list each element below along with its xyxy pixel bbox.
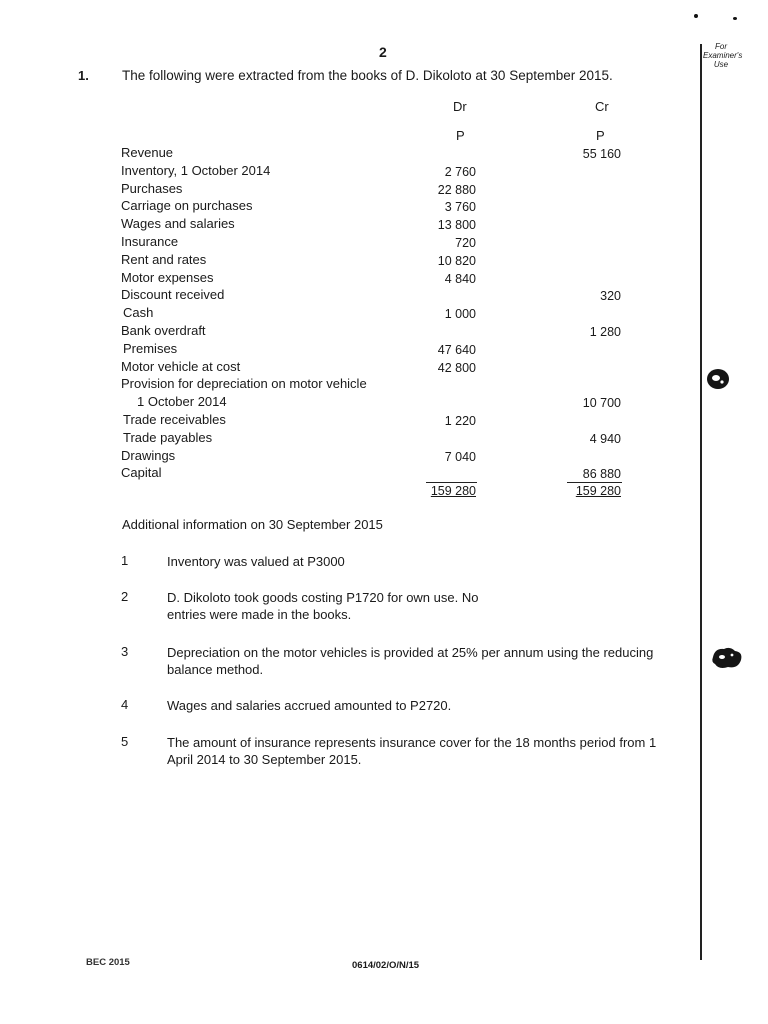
dr-amount: 7 040: [444, 450, 476, 464]
account-label: Premises: [123, 341, 178, 356]
dr-amount: 4 840: [444, 272, 476, 286]
note-text: D. Dikoloto took goods costing P1720 for own use. No entries were made in the books.: [167, 590, 479, 622]
note-number: 4: [121, 697, 129, 712]
account-label: Rent and rates: [121, 252, 207, 267]
note-text: The amount of insurance represents insurance cover for the 18 months period from 1 April 2014 to 30 September 2015.: [167, 735, 657, 767]
account-label: Trade receivables: [123, 412, 226, 427]
account-label: Motor expenses: [121, 270, 214, 285]
account-label: Capital: [121, 465, 162, 480]
note-text: Inventory was valued at P3000: [167, 554, 345, 569]
examiner-margin-line: [700, 44, 702, 960]
account-label: Wages and salaries: [121, 216, 235, 231]
cr-amount: 86 880: [582, 467, 621, 481]
page-number: 2: [379, 44, 387, 60]
footer-copyright: BEC 2015: [86, 957, 130, 968]
margin-blot-icon: [710, 645, 744, 671]
dr-amount: 2 760: [444, 165, 476, 179]
account-label: Purchases: [121, 181, 183, 196]
dr-amount: 42 800: [437, 361, 476, 375]
cr-unit-label: P: [596, 128, 605, 143]
dr-amount: 1 000: [444, 307, 476, 321]
additional-info-title: Additional information on 30 September 2015: [122, 517, 383, 532]
account-label: Discount received: [121, 287, 225, 302]
account-label: Cash: [123, 305, 154, 320]
account-label: Motor vehicle at cost: [121, 359, 241, 374]
margin-mark: [694, 14, 698, 18]
dr-total-rule: [426, 482, 477, 483]
note-number: 1: [121, 553, 129, 568]
account-label: Drawings: [121, 448, 176, 463]
dr-amount: 1 220: [444, 414, 476, 428]
cr-column-header: Cr: [595, 99, 609, 114]
note-text: Depreciation on the motor vehicles is provided at 25% per annum using the reducing balance method.: [167, 645, 654, 677]
note-text: Wages and salaries accrued amounted to P2720.: [167, 698, 452, 713]
account-label: Bank overdraft: [121, 323, 206, 338]
cr-amount: 10 700: [582, 396, 621, 410]
note-number: 3: [121, 644, 129, 659]
cr-amount: 320: [600, 289, 621, 303]
dr-column-header: Dr: [453, 99, 467, 114]
dr-amount: 720: [455, 236, 476, 250]
margin-mark: [733, 17, 737, 20]
dr-amount: 47 640: [437, 343, 476, 357]
account-label: Inventory, 1 October 2014: [121, 163, 271, 178]
account-label: Revenue: [121, 145, 174, 160]
account-label: Insurance: [121, 234, 179, 249]
margin-blot-icon: [706, 368, 730, 390]
cr-total-rule: [567, 482, 622, 483]
dr-unit-label: P: [456, 128, 465, 143]
note-number: 5: [121, 734, 129, 749]
cr-amount: 55 160: [582, 147, 621, 161]
dr-total: 159 280: [430, 484, 476, 498]
cr-amount: 1 280: [589, 325, 621, 339]
account-label: Carriage on purchases: [121, 198, 253, 213]
cr-amount: 4 940: [589, 432, 621, 446]
dr-amount: 22 880: [437, 183, 476, 197]
note-number: 2: [121, 589, 129, 604]
question-intro: The following were extracted from the books of D. Dikoloto at 30 September 2015.: [122, 68, 613, 83]
account-label: 1 October 2014: [137, 394, 227, 409]
footer-paper-code: 0614/02/O/N/15: [352, 960, 420, 971]
account-label: Provision for depreciation on motor vehicle: [121, 376, 367, 391]
examiner-use-label: For Examiner's Use: [703, 42, 743, 69]
dr-amount: 13 800: [437, 218, 476, 232]
cr-total: 159 280: [575, 484, 621, 498]
account-label: Trade payables: [123, 430, 213, 445]
question-number: 1.: [78, 68, 89, 83]
dr-amount: 3 760: [444, 200, 476, 214]
dr-amount: 10 820: [437, 254, 476, 268]
